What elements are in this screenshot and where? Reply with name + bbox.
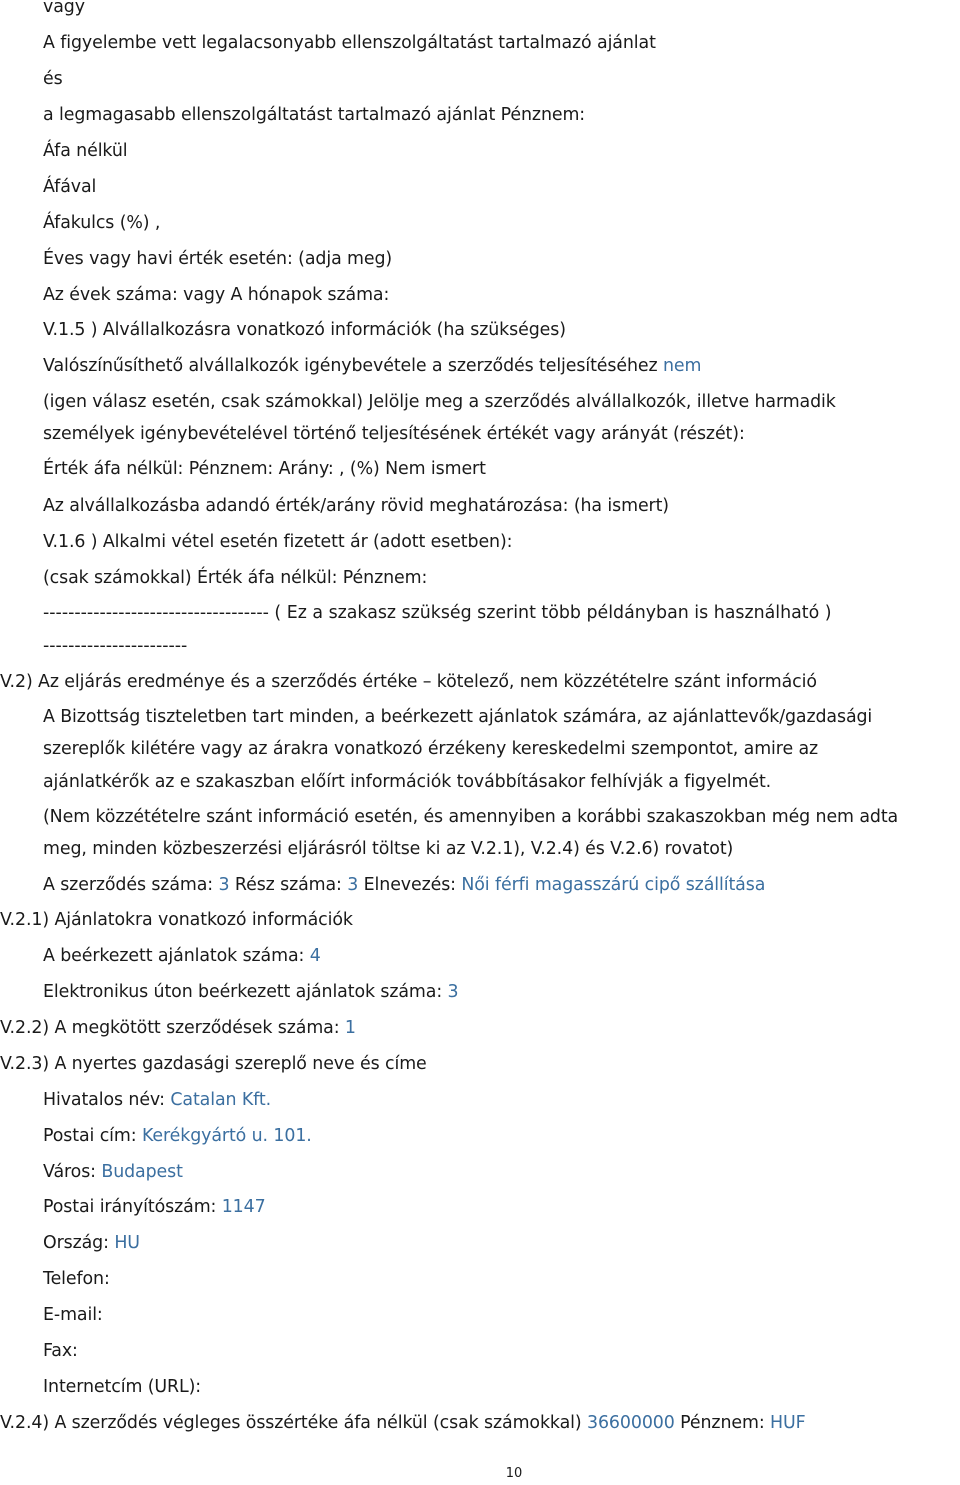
postal-address-label: Postai cím: [43, 1126, 142, 1146]
currency-label: Pénznem: [674, 1413, 771, 1433]
offers-received-label: A beérkezett ajánlatok száma: [43, 946, 310, 966]
electronic-offers-value: 3 [447, 982, 459, 1002]
section-heading: V.2.1) Ajánlatokra vonatkozó információk [0, 910, 353, 930]
postal-code-label: Postai irányítószám: [43, 1197, 222, 1217]
contracts-concluded-line [0, 1010, 356, 1046]
text-line: ajánlatkérők az e szakaszban előírt információk továbbításakor felhívják a figyelmét. [43, 772, 772, 792]
text-line: (igen válasz esetén, csak számokkal) Jelölje meg a szerződés alvállalkozók, illetve harmadik [43, 392, 836, 412]
text-line: (csak számokkal) Érték áfa nélkül: Pénznem: [43, 568, 428, 588]
page-number: 10 [505, 1466, 523, 1481]
contract-number-label: A szerződés száma: [43, 875, 219, 895]
separator-line: ----------------------- [43, 636, 188, 656]
text-line: (Nem közzétételre szánt információ esetén, és amennyiben a korábbi szakaszokban még nem adta [43, 807, 899, 827]
contract-line [43, 867, 765, 903]
postal-address-value: Kerékgyártó u. 101. [141, 1126, 312, 1146]
text-line: Áfával [43, 177, 97, 197]
official-name-label: Hivatalos név: [43, 1090, 171, 1110]
text-line: A Bizottság tiszteletben tart minden, a beérkezett ajánlatok számára, az ajánlattevők/gazdasági [43, 707, 873, 727]
text-line: Áfakulcs (%) , [43, 213, 161, 233]
text-line: Áfa nélkül [43, 141, 128, 161]
city-value: Budapest [101, 1162, 183, 1182]
text-line: A figyelembe vett legalacsonyabb ellenszolgáltatást tartalmazó ajánlat [43, 33, 656, 53]
text-line: Érték áfa nélkül: Pénznem: Arány: , (%) Nem ismert [43, 459, 486, 479]
contracts-concluded-label: V.2.2) A megkötött szerződések száma: [0, 1018, 345, 1038]
official-name-value: Catalan Kft. [170, 1090, 272, 1110]
subcontracting-value: nem [662, 356, 702, 376]
currency-value: HUF [770, 1413, 806, 1433]
city-line [43, 1154, 183, 1190]
section-heading: V.1.6 ) Alkalmi vétel esetén fizetett ár (adott esetben): [43, 532, 513, 552]
contract-number-value: 3 [218, 875, 230, 895]
electronic-offers-label: Elektronikus úton beérkezett ajánlatok száma: [43, 982, 448, 1002]
text-line: és [43, 69, 63, 89]
phone-line: Telefon: [43, 1269, 110, 1289]
section-heading: V.2.3) A nyertes gazdasági szereplő neve és címe [0, 1054, 427, 1074]
offers-received-value: 4 [309, 946, 321, 966]
subcontracting-line [43, 348, 701, 384]
title-label: Elnevezés: [358, 875, 462, 895]
postal-code-line [43, 1189, 266, 1225]
section-heading: V.1.5 ) Alvállalkozásra vonatkozó információk (ha szükséges) [43, 320, 566, 340]
text-line: Az alvállalkozásba adandó érték/arány rövid meghatározása: (ha ismert) [43, 496, 669, 516]
part-number-value: 3 [347, 875, 359, 895]
text-line: meg, minden közbeszerzési eljárásról töltse ki az V.2.1), V.2.4) és V.2.6) rovatot) [43, 839, 734, 859]
official-name-line [43, 1082, 271, 1118]
city-label: Város: [43, 1162, 102, 1182]
text-line: személyek igénybevételével történő teljesítésének értékét vagy arányát (részét): [43, 424, 745, 444]
text-line: szereplők kilétére vagy az árakra vonatkozó érzékeny kereskedelmi szempontot, amire az [43, 739, 819, 759]
part-number-label: Rész száma: [229, 875, 348, 895]
country-label: Ország: [43, 1233, 115, 1253]
offers-received-line [43, 938, 321, 974]
subcontracting-label: Valószínűsíthető alvállalkozók igénybevétele a szerződés teljesítéséhez [43, 356, 663, 376]
text-line: vagy [43, 0, 85, 17]
country-line [43, 1225, 140, 1261]
country-value: HU [114, 1233, 140, 1253]
fax-line: Fax: [43, 1341, 78, 1361]
email-line: E-mail: [43, 1305, 103, 1325]
postal-address-line [43, 1118, 312, 1154]
postal-code-value: 1147 [221, 1197, 266, 1217]
text-line: Éves vagy havi érték esetén: (adja meg) [43, 249, 393, 269]
electronic-offers-line [43, 974, 459, 1010]
text-line: a legmagasabb ellenszolgáltatást tartalmazó ajánlat Pénznem: [43, 105, 586, 125]
section-heading: V.2) Az eljárás eredménye és a szerződés értéke – kötelező, nem közzétételre szánt információ [0, 672, 817, 692]
total-value-line [0, 1405, 806, 1441]
total-value-amount: 36600000 [587, 1413, 675, 1433]
contracts-concluded-value: 1 [344, 1018, 356, 1038]
separator-note: ------------------------------------ ( Ez a szakasz szükség szerint több példányban is használható ) [43, 603, 832, 623]
total-value-label: V.2.4) A szerződés végleges összértéke áfa nélkül (csak számokkal) [0, 1413, 587, 1433]
url-line: Internetcím (URL): [43, 1377, 202, 1397]
title-value: Női férfi magasszárú cipő szállítása [461, 875, 766, 895]
text-line: Az évek száma: vagy A hónapok száma: [43, 285, 390, 305]
